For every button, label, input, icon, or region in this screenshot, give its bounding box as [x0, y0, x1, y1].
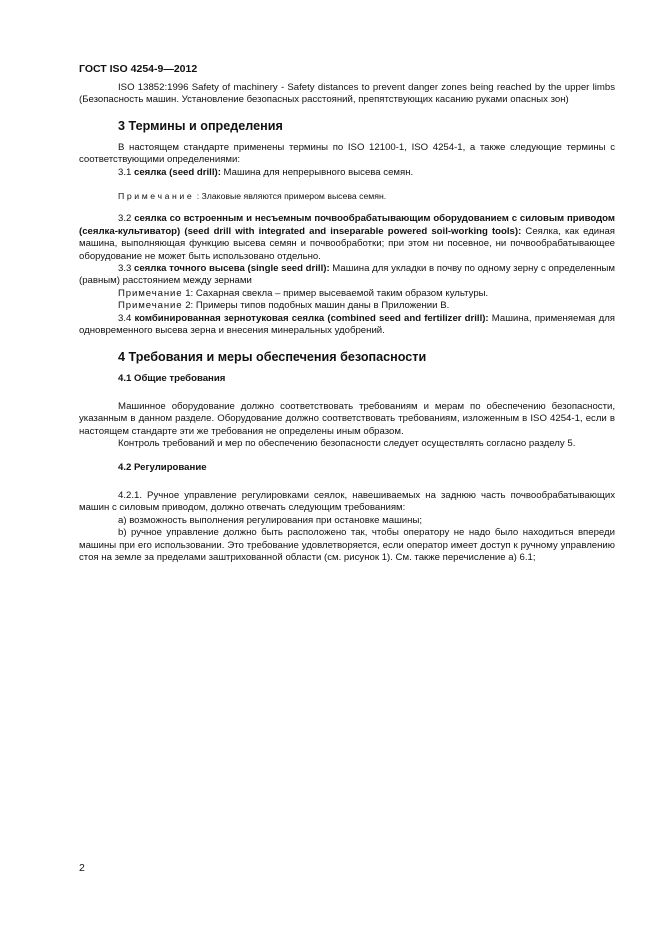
paragraph-4-1-b: Контроль требований и мер по обеспечению безопасности следует осуществлять согласно разделу 5.	[118, 438, 576, 450]
term-3-1	[79, 167, 615, 179]
term-number: 3.2	[118, 213, 135, 225]
note-text: : Злаковые являются примером высева семян.	[194, 191, 387, 202]
note-text: 1: Сахарная свекла – пример высеваемой таким образом культуры.	[182, 287, 489, 299]
paragraph-4-2-1: 4.2.1. Ручное управление регулировками сеялок, навешиваемых на заднюю часть почвообрабатывающих машин с силовым приводом, должно отвечать следующим требованиям:	[79, 489, 615, 514]
term-definition: Сеялка, как единая машина, выполняющая функцию высева семян и почвообработки; при этом ни посевное, ни почвообрабатывающее оборудование не может быть использовано отдельно.	[79, 225, 615, 262]
term-3-2	[79, 213, 615, 263]
note-cereals	[79, 190, 615, 202]
document-body	[79, 82, 615, 564]
note-text: 2: Примеры типов подобных машин даны в Приложении В.	[182, 300, 450, 312]
term-name: сеялка со встроенным и несъемным почвообрабатывающим оборудованием с силовым приводом (сеялка-культиватор) (seed drill with integrated and inseparable powered soil-working tools):	[79, 213, 615, 237]
term-number: 3.1	[118, 166, 135, 178]
paragraph-4-1-a: Машинное оборудование должно соответствовать требованиям и мерам по обеспечению безопасности, указанным в данном разделе. Оборудование должно соответствовать требованиям, изложенным в ISO 4254-1, если в настоящем стандарте эти же требования не определены иным образом.	[79, 400, 615, 437]
term-number: 3.4	[118, 312, 135, 324]
term-3-3	[79, 263, 615, 288]
note-1-sugar-beet	[79, 288, 615, 300]
page-number: 2	[79, 862, 85, 874]
term-name: комбинированная зернотуковая сеялка (combined seed and fertilizer drill):	[134, 312, 489, 324]
note-2-appendix	[79, 300, 615, 312]
list-item-a: a) возможность выполнения регулирования при остановке машины;	[118, 514, 423, 526]
term-name: сеялка точного высева (single seed drill):	[134, 263, 330, 275]
term-definition: Машина, применяемая для одновременного высева зерна и внесения минеральных удобрений.	[79, 312, 615, 337]
note-label: Примечание	[118, 300, 183, 312]
section-3-heading: 3 Термины и определения	[118, 118, 283, 133]
section-4-heading: 4 Требования и меры обеспечения безопасности	[118, 349, 427, 364]
subsection-4-1-heading: 4.1 Общие требования	[118, 372, 226, 384]
term-name: сеялка (seed drill):	[134, 166, 221, 178]
reference-iso-13852: ISO 13852:1996 Safety of machinery - Safety distances to prevent danger zones being reached by the upper limbs (Безопасность машин. Установление безопасных расстояний, препятствующих касанию руками опасных зон)	[79, 82, 615, 106]
subsection-4-2-heading: 4.2 Регулирование	[118, 461, 207, 473]
list-item-b: b) ручное управление должно быть расположено так, чтобы оператору не надо было находиться впереди машины при его использовании. Это требование удовлетворяется, если оператор имеет доступ к ручному управлению стоя на земле за пределами заштрихованной области (см. рисунок 1). См. также перечисление а) 6.1;	[79, 527, 615, 563]
standard-code-header: ГОСТ ISO 4254-9—2012	[79, 63, 198, 75]
term-number: 3.3	[118, 263, 135, 275]
term-definition: Машина для укладки в почву по одному зерну с определенным (равным) расстоянием между зернами	[79, 263, 615, 287]
note-label: Примечание	[118, 287, 183, 299]
note-label: Примечание	[118, 191, 195, 202]
term-3-4	[79, 313, 615, 338]
term-definition: Машина для непрерывного высева семян.	[220, 166, 414, 178]
section-3-intro: В настоящем стандарте применены термины по ISO 12100-1, ISO 4254-1, а также следующие термины с соответствующими определениями:	[79, 141, 615, 166]
